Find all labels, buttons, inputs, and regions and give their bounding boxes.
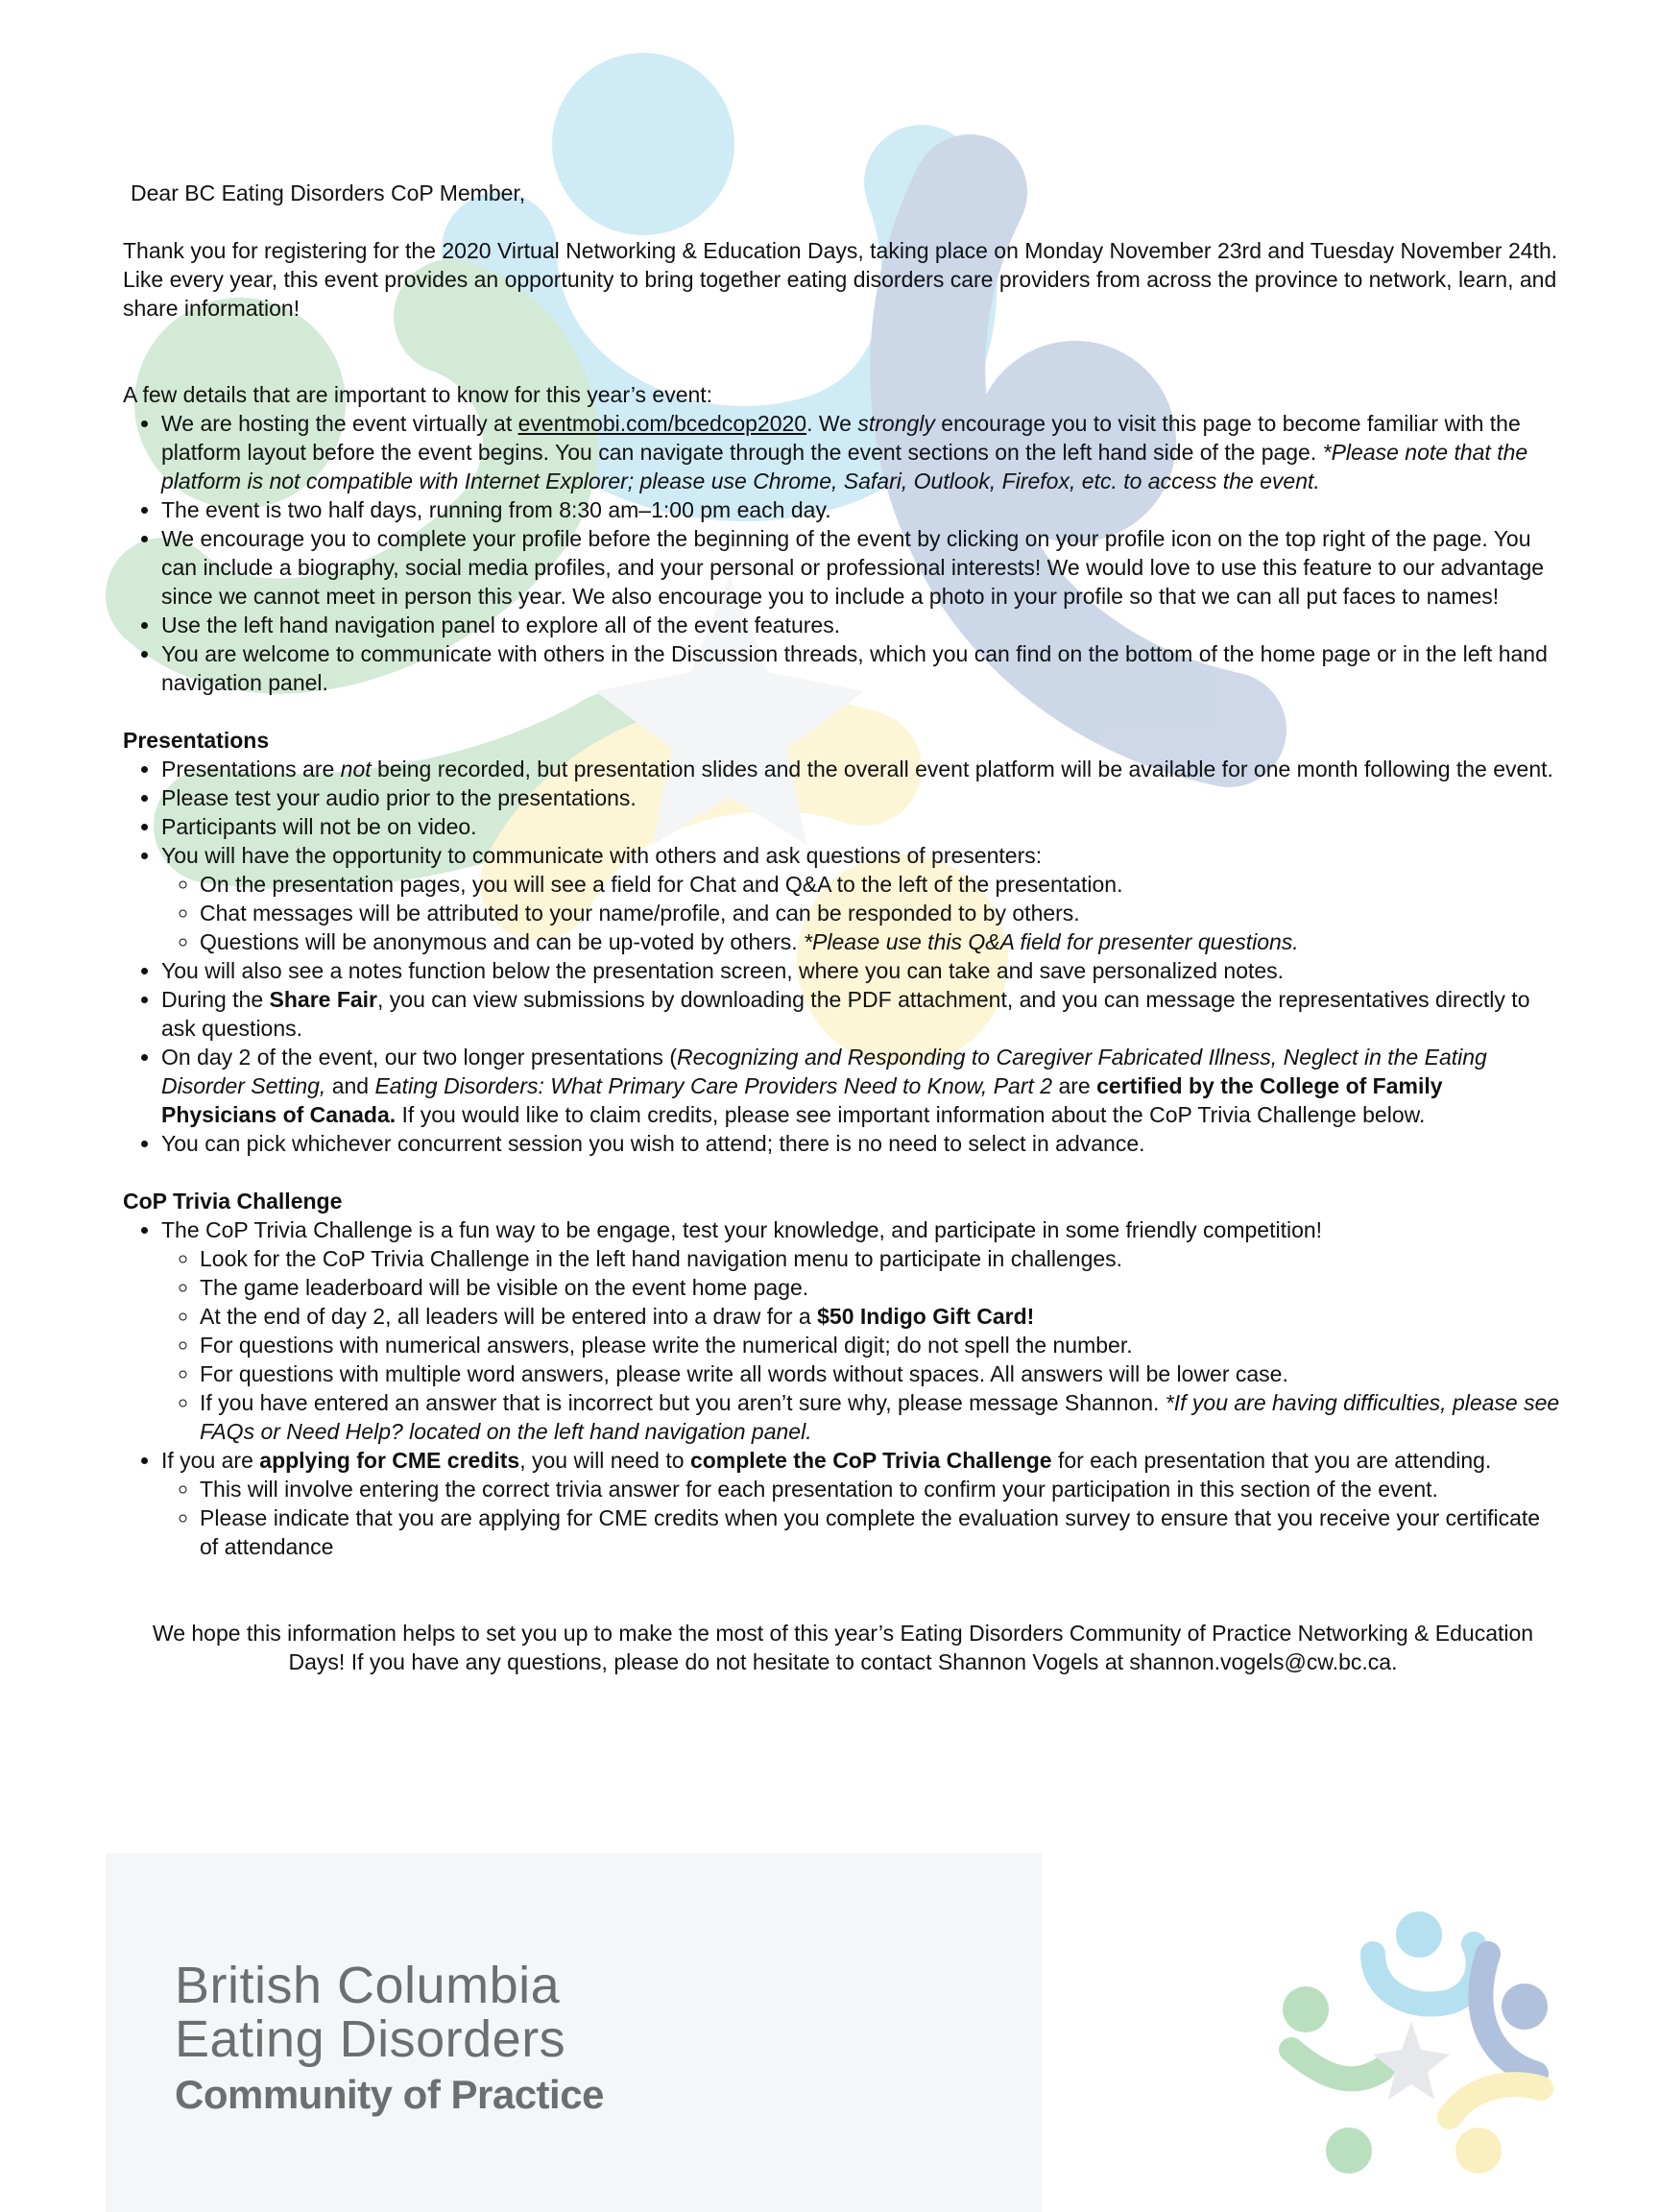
trivia-heading: CoP Trivia Challenge <box>123 1189 343 1214</box>
trivia-subitem: ◦ Please indicate that you are applying for CME credits when you complete the evaluation survey to ensure that you receive your certificate of attendance <box>200 1503 1563 1561</box>
trivia-subitem <box>200 1388 1563 1446</box>
text: You will have the opportunity to communicate with others and ask questions of presenters: <box>161 843 1043 868</box>
text: Presentations are <box>161 757 341 781</box>
brand-wordmark <box>175 1959 604 2124</box>
presentations-item: • You can pick whichever concurrent session you wish to attend; there is no need to select in advance. <box>161 1129 1563 1158</box>
emphasis: *If you are having difficulties, please see FAQs or Need Help? located on the left hand navigation panel. <box>200 1390 1560 1444</box>
details-item-navigation: • Use the left hand navigation panel to explore all of the event features. <box>161 611 1563 639</box>
logo-head-navy <box>1502 1984 1548 2030</box>
browser-note: *Please note that the platform is not compatible with Internet Explorer; please use Chrome, Safari, Outlook, Firefox, etc. to access the event. <box>161 440 1528 493</box>
text: , you will need to <box>519 1448 690 1473</box>
letter-intro: Thank you for registering for the 2020 Virtual Networking & Education Days, taking place on Monday November 23rd and Tuesday November 24th. Like every year, this event provides an opportunity to bring together eating disorders care providers from across the province to network, learn, and share information! <box>123 238 1558 321</box>
bold-complete-trivia: complete the CoP Trivia Challenge <box>689 1448 1052 1473</box>
brand-line-1: British Columbia <box>175 1957 561 2014</box>
logo-star <box>1373 2021 1450 2100</box>
trivia-list <box>123 1215 1563 1561</box>
presentations-item <box>161 755 1563 783</box>
event-link[interactable]: eventmobi.com/bcedcop2020 <box>517 411 807 436</box>
text: for each presentation that you are attending. <box>1051 1448 1492 1473</box>
community-people-logo-icon <box>1277 1896 1555 2184</box>
trivia-subitem: ◦ The game leaderboard will be visible on the event home page. <box>200 1273 1563 1302</box>
emphasis: not <box>340 757 372 781</box>
logo-head-blue <box>1396 1911 1442 1958</box>
details-text: We are hosting the event virtually at <box>161 411 518 436</box>
details-item-discussion: • You are welcome to communicate with others in the Discussion threads, which you can find on the bottom of the home page or in the left hand navigation panel. <box>161 639 1563 697</box>
trivia-subitem: ◦ For questions with multiple word answers, please write all words without spaces. All answers will be lower case. <box>200 1359 1563 1388</box>
trivia-subitem <box>200 1302 1563 1331</box>
bold-cme: applying for CME credits <box>259 1448 520 1473</box>
text: being recorded, but presentation slides and the overall event platform will be available for one month following the event. <box>371 757 1553 781</box>
text: If you would like to claim credits, please see important information about the CoP Trivia Challenge below. <box>396 1102 1426 1127</box>
trivia-sublist <box>161 1475 1563 1561</box>
letter-body <box>123 179 1563 1676</box>
emphasis-strongly: strongly <box>857 411 935 436</box>
emphasis-title-1: Recognizing and Responding to Caregiver Fabricated Illness, Neglect in the Eating Disorder Setting, <box>161 1045 1512 1098</box>
text: If you are <box>161 1448 260 1473</box>
presentations-item: • Participants will not be on video. <box>161 812 1563 841</box>
details-list <box>123 409 1563 697</box>
presentations-item <box>161 1043 1563 1129</box>
text: are <box>1052 1073 1097 1098</box>
bold-gift-card: $50 Indigo Gift Card! <box>817 1304 1035 1329</box>
presentations-subitem: ◦ On the presentation pages, you will see a field for Chat and Q&A to the left of the presentation. <box>200 870 1563 899</box>
presentations-item <box>161 985 1563 1043</box>
brand-line-2: Eating Disorders <box>175 2010 566 2068</box>
text: On day 2 of the event, our two longer presentations ( <box>161 1045 677 1070</box>
presentations-subitem: ◦ Chat messages will be attributed to your name/profile, and can be responded to by others. <box>200 899 1563 927</box>
logo-head-green <box>1283 1986 1329 2032</box>
letter-closing: We hope this information helps to set you up to make the most of this year’s Eating Disorders Community of Practice Networking & Education Days! If you have any questions, please do not hesitate to contact Shannon Vogels at shannon.vogels@cw.bc.ca. <box>152 1621 1534 1674</box>
logo-arm-yellow <box>1450 2084 1541 2117</box>
text: During the <box>161 987 270 1012</box>
trivia-subitem: ◦ Look for the CoP Trivia Challenge in the left hand navigation menu to participate in challenges. <box>200 1244 1563 1273</box>
text: The CoP Trivia Challenge is a fun way to be engage, test your knowledge, and participate in some friendly competition! <box>161 1217 1323 1242</box>
trivia-item <box>161 1446 1563 1561</box>
presentations-sublist <box>161 870 1563 956</box>
logo-head-yellow <box>1455 2128 1502 2174</box>
presentations-item: • Please test your audio prior to the presentations. <box>161 783 1563 812</box>
bold-certified: certified by the College of Family Physicians of Canada. <box>161 1073 1443 1127</box>
presentations-list <box>123 755 1563 1158</box>
logo-arm-green <box>1291 2050 1382 2079</box>
brand-line-3: Community of Practice <box>175 2072 604 2117</box>
logo-head-green-2 <box>1326 2128 1372 2174</box>
emphasis: *Please use this Q&A field for presenter questions. <box>804 929 1299 954</box>
presentations-item <box>161 841 1563 956</box>
text: and <box>325 1073 375 1098</box>
text: At the end of day 2, all leaders will be entered into a draw for a <box>200 1304 818 1329</box>
trivia-item <box>161 1215 1563 1446</box>
letter-greeting: Dear BC Eating Disorders CoP Member, <box>131 180 526 205</box>
details-item-virtual <box>161 409 1563 495</box>
text: Questions will be anonymous and can be up-voted by others. <box>200 929 805 954</box>
details-text: encourage you to visit this page to become familiar with the platform layout before the event begins. You can navigate through the event sections on the left hand side of the page. <box>161 411 1521 465</box>
trivia-subitem: ◦ For questions with numerical answers, please write the numerical digit; do not spell the number. <box>200 1331 1563 1359</box>
trivia-sublist <box>161 1244 1563 1446</box>
presentations-subitem <box>200 927 1563 956</box>
details-lead: A few details that are important to know for this year’s event: <box>123 382 713 407</box>
details-item-profile: • We encourage you to complete your profile before the beginning of the event by clicking on your profile icon on the top right of the page. You can include a biography, social media profiles, and your personal or professional interests! We would love to use this feature to our advantage since we cannot meet in person this year. We also encourage you to include a photo in your profile so that we can all put faces to names! <box>161 524 1563 611</box>
presentations-heading: Presentations <box>123 728 270 753</box>
text: , you can view submissions by downloading the PDF attachment, and you can message the representatives directly to ask questions. <box>161 987 1530 1041</box>
trivia-subitem: ◦ This will involve entering the correct trivia answer for each presentation to confirm your participation in this section of the event. <box>200 1475 1563 1503</box>
bold-share-fair: Share Fair <box>269 987 378 1012</box>
text: If you have entered an answer that is incorrect but you aren’t sure why, please message Shannon. <box>200 1390 1166 1415</box>
emphasis-title-2: Eating Disorders: What Primary Care Providers Need to Know, Part 2 <box>374 1073 1053 1098</box>
details-item-schedule: • The event is two half days, running from 8:30 am–1:00 pm each day. <box>161 495 1563 524</box>
details-text: . We <box>806 411 858 436</box>
presentations-item: • You will also see a notes function below the presentation screen, where you can take and save personalized notes. <box>161 956 1563 985</box>
